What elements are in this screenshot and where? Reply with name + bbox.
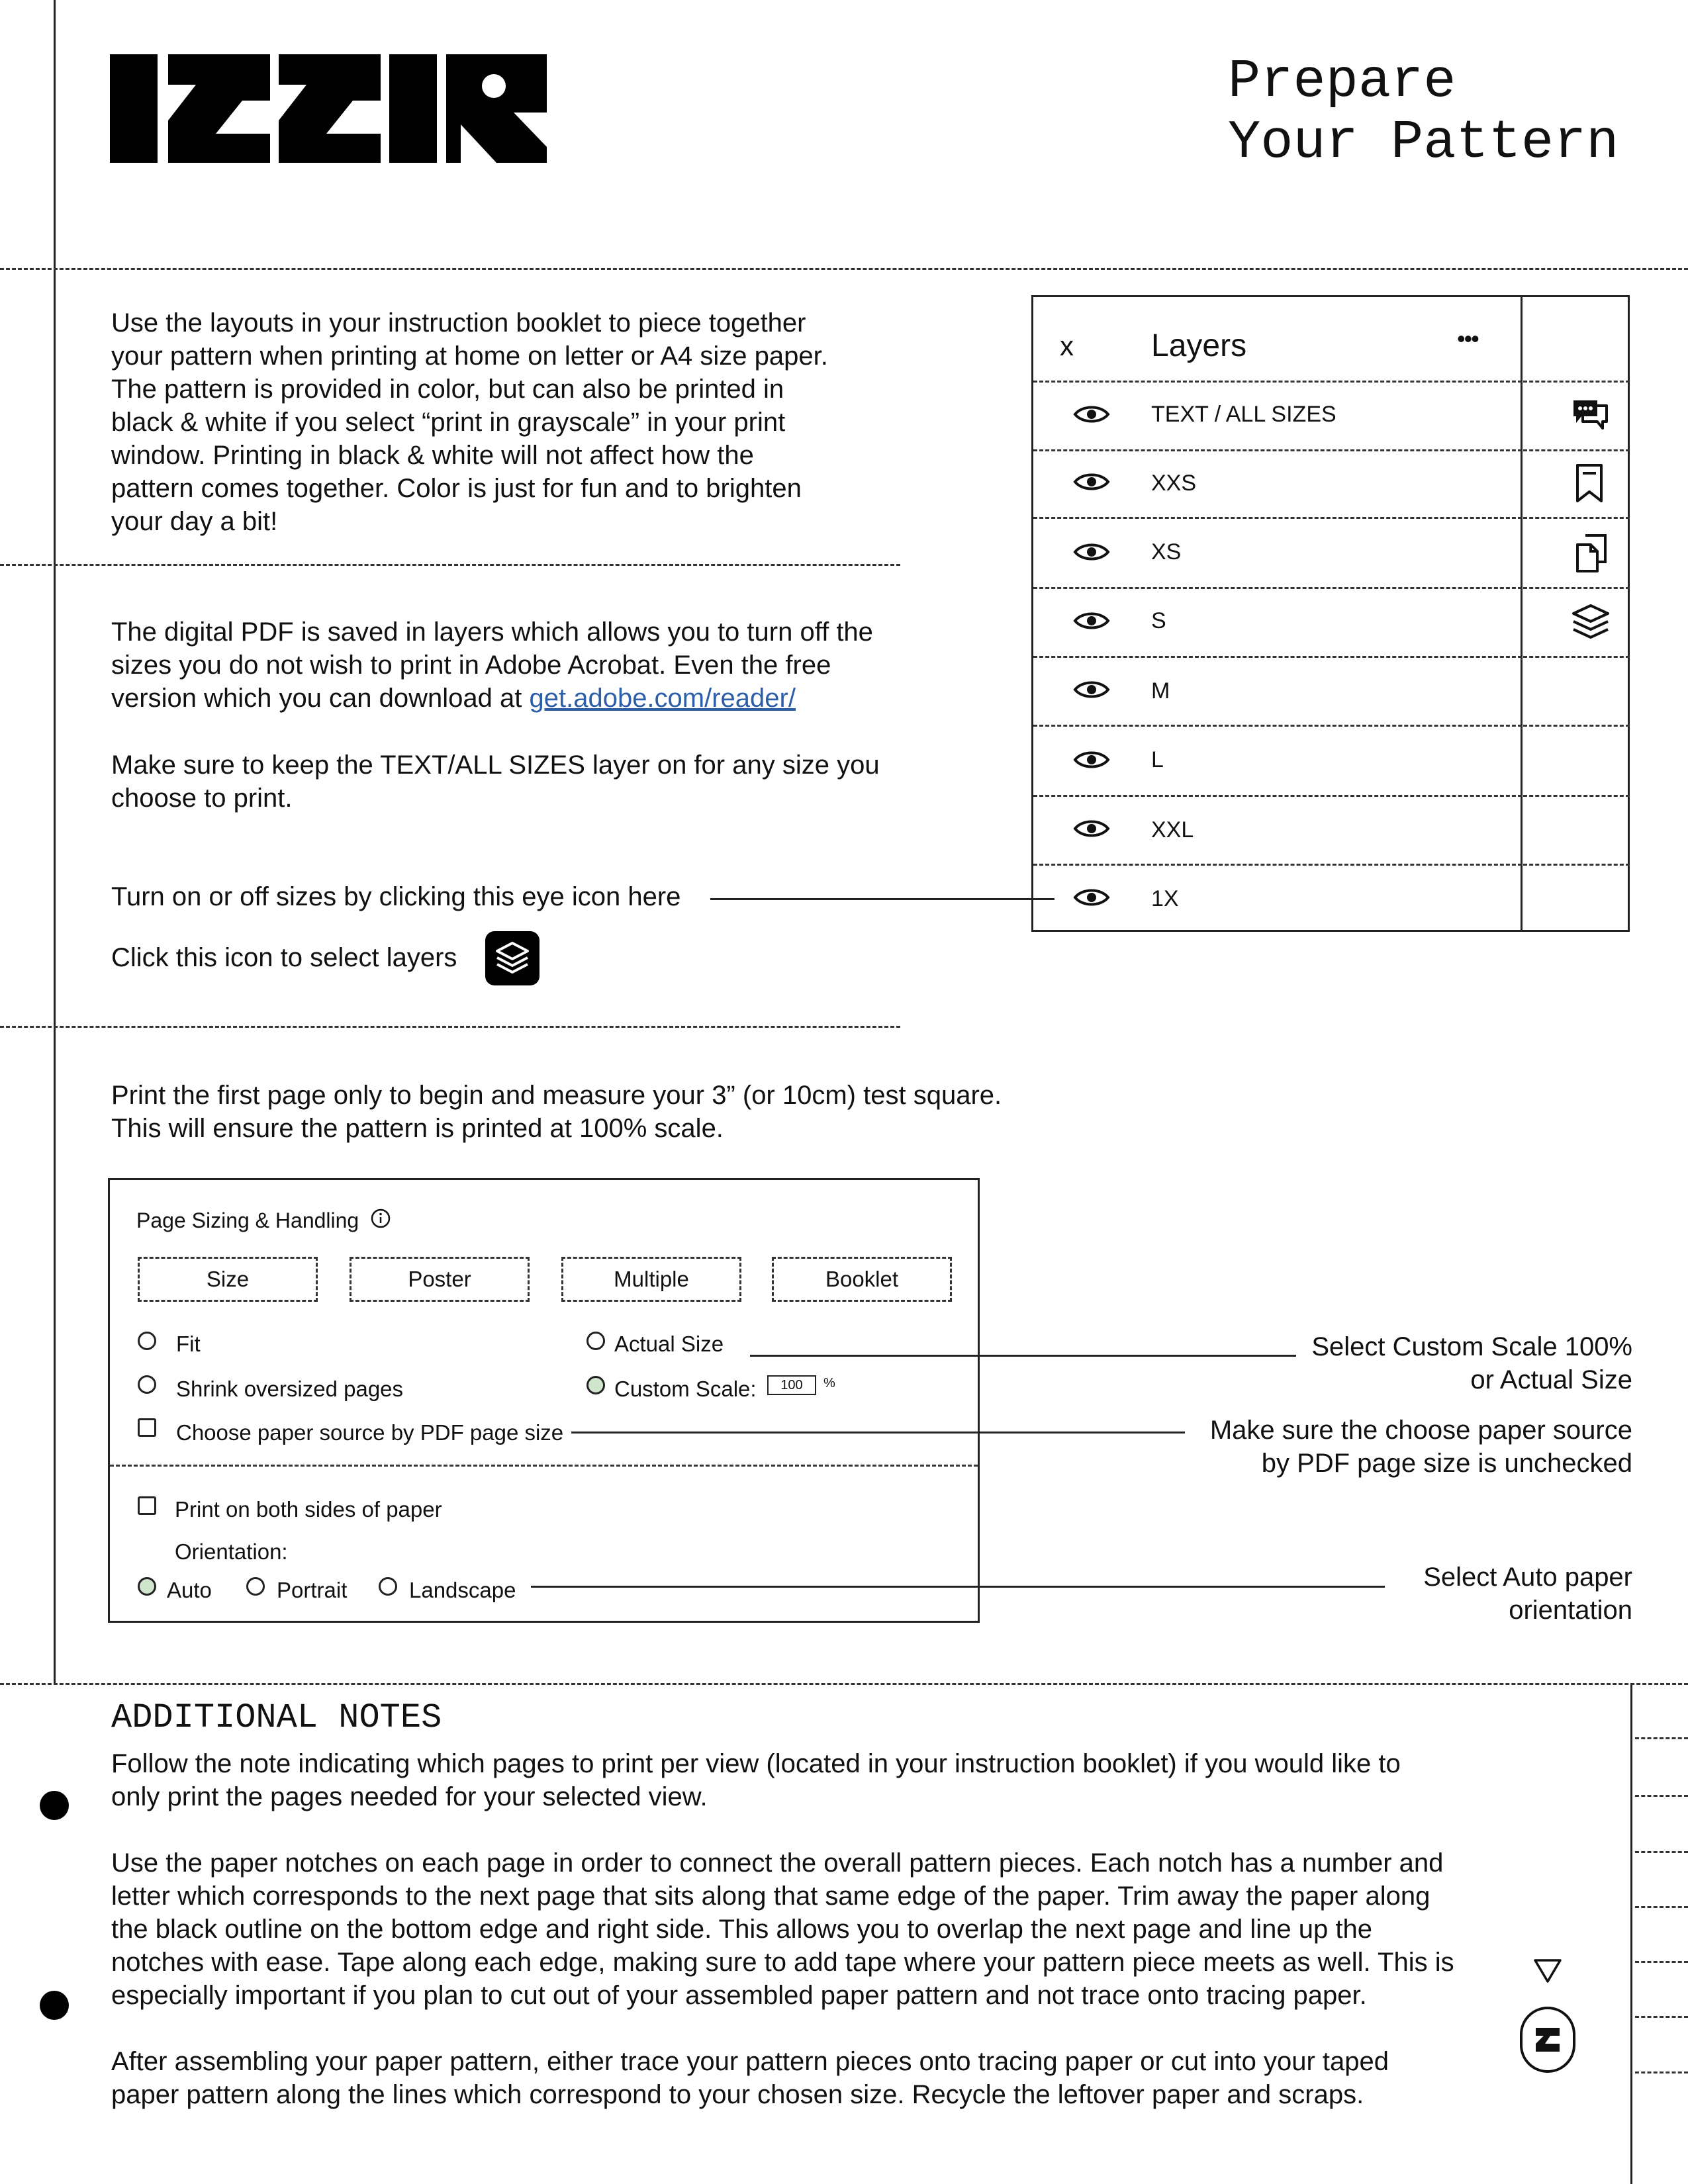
pages-icon[interactable]	[1575, 533, 1608, 574]
orient-leader-line	[531, 1586, 1385, 1588]
page-title	[1228, 52, 1619, 173]
layers-panel-divider	[1521, 297, 1523, 930]
divider-layers	[0, 1026, 900, 1028]
source-leader-line	[571, 1432, 1185, 1433]
both-sides-label: Print on both sides of paper	[175, 1497, 442, 1522]
fit-label: Fit	[176, 1332, 201, 1356]
intro-paragraph: Use the layouts in your instruction booklet to piece together your pattern when printing at home on letter or A4 size paper. The pattern is provided in color, but can also be printed in black & white if you select “print in grayscale” in your print window. Printing in black & white will not affect how the pattern comes together. Color is just for fun and to brighten your day a bit!	[111, 308, 828, 536]
brand-logo	[110, 54, 547, 163]
paper-source-label: Choose paper source by PDF page size	[176, 1420, 564, 1445]
layers-panel	[1031, 295, 1630, 932]
paper-source-callout: Make sure the choose paper source by PDF page size is unchecked	[1209, 1416, 1632, 1478]
auto-label: Auto	[167, 1578, 212, 1602]
layer-label: XXS	[1151, 471, 1197, 496]
tab-multiple[interactable]: Multiple	[561, 1257, 741, 1302]
eye-icon[interactable]	[1073, 886, 1110, 909]
page-sizing-heading: Page Sizing & Handling	[136, 1208, 391, 1233]
right-notes-line	[1630, 1683, 1632, 2184]
bookmark-icon[interactable]	[1575, 463, 1604, 504]
tab-booklet[interactable]: Booklet	[772, 1257, 952, 1302]
layers-icon-hint: Click this icon to select layers	[111, 943, 457, 972]
portrait-label: Portrait	[277, 1578, 348, 1602]
paper-source-checkbox[interactable]	[138, 1418, 156, 1437]
info-icon[interactable]	[370, 1208, 391, 1229]
brand-badge-icon	[1519, 2005, 1577, 2074]
auto-radio[interactable]	[138, 1577, 156, 1596]
layer-label: M	[1151, 678, 1170, 704]
layers-more-button[interactable]: •••	[1457, 325, 1478, 352]
percent-label: %	[823, 1376, 835, 1390]
scale-leader-line	[750, 1355, 1296, 1357]
layers-info-paragraph: The digital PDF is saved in layers which allows you to turn off the sizes you do not wish to print in Adobe Acrobat. Even the free version which you can download at get.adobe.com/reader/	[111, 617, 873, 713]
eye-icon[interactable]	[1073, 541, 1110, 563]
orientation-callout: Select Auto paper orientation	[1423, 1563, 1632, 1625]
actual-size-radio[interactable]	[586, 1332, 605, 1350]
binder-hole-dot	[40, 1791, 69, 1820]
notes-heading: ADDITIONAL NOTES	[111, 1698, 442, 1737]
eye-icon[interactable]	[1073, 749, 1110, 771]
tab-size[interactable]: Size	[138, 1257, 318, 1302]
tab-poster[interactable]: Poster	[350, 1257, 530, 1302]
layer-label: L	[1151, 747, 1164, 772]
notes-paragraph-3: After assembling your paper pattern, either trace your pattern pieces onto tracing paper or cut into your taped paper pattern along the lines which correspond to your chosen size. Recycle the leftover paper and scraps.	[111, 2047, 1389, 2109]
layers-panel-title: Layers	[1151, 328, 1247, 363]
divider-intro	[0, 564, 900, 566]
portrait-radio[interactable]	[246, 1577, 265, 1596]
test-square-paragraph: Print the first page only to begin and measure your 3” (or 10cm) test square. This will ensure the pattern is printed at 100% scale.	[111, 1081, 1002, 1143]
keep-text-layer-paragraph: Make sure to keep the TEXT/ALL SIZES layer on for any size you choose to print.	[111, 751, 880, 813]
eye-icon[interactable]	[1073, 471, 1110, 493]
left-margin-line	[54, 0, 56, 1684]
landscape-label: Landscape	[409, 1578, 516, 1602]
adobe-reader-link[interactable]: get.adobe.com/reader/	[529, 684, 796, 713]
layer-label: XS	[1151, 539, 1182, 565]
binder-hole-dot	[40, 1991, 69, 2020]
orientation-label: Orientation:	[175, 1539, 288, 1564]
eye-hint-leader-line	[710, 898, 1055, 900]
print-dialog-divider	[110, 1465, 978, 1467]
shrink-radio[interactable]	[138, 1375, 156, 1394]
layers-close-button[interactable]: x	[1060, 330, 1074, 361]
title-line-2: Your Pattern	[1228, 112, 1619, 173]
notes-paragraph-1: Follow the note indicating which pages to print per view (located in your instruction booklet) if you would like to only print the pages needed for your selected view.	[111, 1749, 1401, 1811]
eye-icon-hint: Turn on or off sizes by clicking this eye icon here	[111, 882, 681, 911]
eye-icon[interactable]	[1073, 678, 1110, 701]
notes-paragraph-2: Use the paper notches on each page in order to connect the overall pattern pieces. Each notch has a number and letter which corresponds to the next page that sits along that same edge of the paper. Trim away the paper along the black outline on the bottom edge and right side. This allows you to overlap the next page and line up the notches with ease. Tape along each edge, making sure to add tape where your pattern piece meets as well. This is especially important if you plan to cut out of your assembled paper pattern and not trace onto tracing paper.	[111, 1848, 1454, 2010]
title-line-1: Prepare	[1228, 51, 1456, 113]
actual-size-label: Actual Size	[614, 1332, 724, 1356]
both-sides-checkbox[interactable]	[138, 1496, 156, 1515]
landscape-radio[interactable]	[379, 1577, 397, 1596]
divider-top	[0, 268, 1688, 270]
custom-scale-label: Custom Scale:	[614, 1377, 757, 1401]
layer-label: S	[1151, 608, 1166, 633]
divider-notes	[0, 1683, 1688, 1685]
print-dialog	[108, 1178, 980, 1623]
eye-icon[interactable]	[1073, 403, 1110, 426]
fit-radio[interactable]	[138, 1332, 156, 1350]
layers-icon[interactable]	[1571, 603, 1611, 640]
comment-icon[interactable]	[1571, 398, 1609, 432]
layers-button-icon	[485, 931, 539, 985]
triangle-notch-icon	[1532, 1958, 1563, 1984]
layer-label: XXL	[1151, 817, 1194, 842]
layer-label: 1X	[1151, 886, 1179, 911]
shrink-label: Shrink oversized pages	[176, 1377, 404, 1401]
eye-icon[interactable]	[1073, 610, 1110, 632]
custom-scale-radio[interactable]	[586, 1376, 605, 1394]
scale-callout: Select Custom Scale 100% or Actual Size	[1311, 1332, 1632, 1394]
layer-label: TEXT / ALL SIZES	[1151, 402, 1336, 427]
custom-scale-input[interactable]: 100	[767, 1375, 816, 1395]
eye-icon[interactable]	[1073, 817, 1110, 840]
